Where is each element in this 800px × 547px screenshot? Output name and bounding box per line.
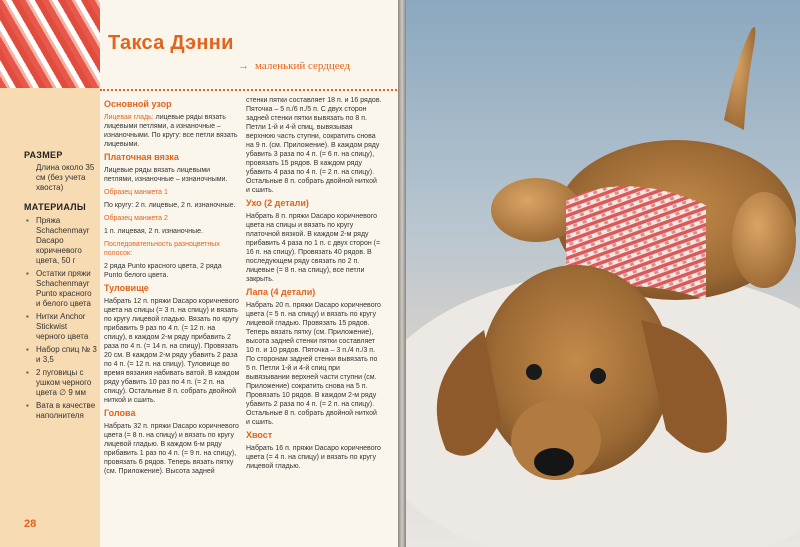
paragraph: По кругу: 2 п. лицевые, 2 п. изнаночные. xyxy=(104,202,236,209)
list-item: ▪ 2 пуговицы с ушком черного цвета ∅ 9 мм xyxy=(26,368,98,398)
size-text: Длина около 35 см (без учета хвоста) xyxy=(36,163,95,192)
dotted-divider xyxy=(100,89,400,91)
section-heading: Лапа (4 детали) xyxy=(246,287,316,297)
sub-heading: Последовательность разноцветных полосок: xyxy=(104,241,220,257)
list-item: ▪ Остатки пряжи Schachenmayr Punto красного и белого цвета xyxy=(26,269,98,309)
section-heading: Туловище xyxy=(104,283,149,293)
section-heading: Голова xyxy=(104,408,136,418)
paragraph: Набрать 16 п. пряжи Dacapo коричневого цвета (= 4 п. на спицу) и вязать по кругу лицевой гладью. xyxy=(246,445,381,470)
paragraph: стенки пятки составляет 18 п. и 16 рядов. Пяточка – 5 п./6 п./5 п. С двух сторон задней стенки пятки вывязать по 8 п. Петли 1-й и 4-й спиц, вывязывая верхнюю часть ступни, сократить снова на 9 п. (см. Приложение). В каждом ряду убавить 3 раза по 4 п. (= 6 п. на спицу), провязать 15 рядов. В каждом ряду убавить 4 раза по 4 п. (= 2 п. на спицу). Остальные 8 п. собрать двойной ниткой и сшить. xyxy=(246,97,382,194)
page-subtitle xyxy=(238,60,350,72)
paragraph xyxy=(104,113,240,149)
paragraph: Набрать 20 п. пряжи Dacapo коричневого цвета (= 5 п. на спицу) и вязать по кругу лицевой гладью. Провязать 15 рядов. Теперь вязать пятку (см. Приложение), высота задней стенки пятки составляет 10 п. и 10 рядов. Пяточка – 3 п./4 п./3 п. По сторонам задней стенки вывязать по 5 п. Петли 1-й и 4-й спиц при вывязывании верхней части ступни (см. Приложение) сократить снова на 5 п. Провязать 10 рядов. В каждом 2-м ряду убавить 2 раза по 4 п. (= 2 п. на спицу). Остальные 8 п. собрать двойной ниткой и сшить. xyxy=(246,302,381,426)
highlight-text: Лицевая гладь: xyxy=(104,114,154,121)
paragraph: 1 п. лицевая, 2 п. изнаночные. xyxy=(104,228,203,235)
left-eye xyxy=(526,364,542,380)
list-item: ▪ Вата в качестве наполнителя xyxy=(26,401,98,421)
dachshund-toy-photo xyxy=(406,0,800,547)
knit-swatch-image xyxy=(0,0,100,88)
sub-heading: Образец манжета 2 xyxy=(104,215,168,222)
paragraph: Набрать 8 п. пряжи Dacapo коричневого цвета на спицы и вязать по кругу платочной вязкой. В каждом 2-м ряду прибавить 4 раза по 1 п. с двух сторон (= 16 п. на спицу). Провязать 40 рядов. В последующем ряду связать по 2 п. лицевые (= 8 п. на спицу), все петли закрыть. xyxy=(246,213,381,283)
section-heading: Основной узор xyxy=(104,99,172,109)
section-heading: Платочная вязка xyxy=(104,152,179,162)
body-text: лицевые ряды вязать лицевыми петлями, а изнаночные – изнаночными. По кругу: все петли вязать лицевыми. xyxy=(104,114,238,148)
page-number: 28 xyxy=(24,518,37,530)
text-column-1 xyxy=(104,96,240,480)
list-item: ▪ Набор спиц № 3 и 3,5 xyxy=(26,345,98,365)
section-heading: Хвост xyxy=(246,430,273,440)
text-column-2 xyxy=(246,96,382,475)
tail xyxy=(724,27,755,130)
right-page-photo xyxy=(406,0,800,547)
page-gutter xyxy=(398,0,406,547)
paragraph: Набрать 12 п. пряжи Dacapo коричневого цвета на спицы (= 3 п. на спицу) и вязать по кругу лицевой гладью. Вязать по кругу прибавить 9 раз по 4 п. (= 12 п. на спицу), в каждом 2-м ряду прибавить 2 раза по 4 п. (= 14 п. на спицу). Провязать 20 см. В каждом 2-м ряду убавить 2 раза по 4 п. (= 12 п. на спицу). Туловище во время вязания набивать ватой. В каждом ряду убавить 10 раз по 4 п. (= 2 п. на спицу). Остальные 8 п. собрать двойной ниткой и сшить. xyxy=(104,298,240,404)
back-leg xyxy=(732,192,796,288)
nose xyxy=(534,448,574,476)
section-heading: Ухо (2 детали) xyxy=(246,198,309,208)
materials-list xyxy=(26,216,98,424)
list-item: ▪ Пряжа Schachenmayr Dacapo коричневого цвета, 50 г xyxy=(26,216,98,266)
list-item: ▪ Нитки Anchor Stickwist черного цвета xyxy=(26,312,98,342)
paragraph: Набрать 32 п. пряжи Dacapo коричневого цвета (= 8 п. на спицу) и вязать по кругу лицевой гладью. В каждом 6-м ряду прибавить 1 раз по 4 п. (= 9 п. на спицу), провязать 6 рядов. Теперь вязать пятку (см. Приложение). Высота задней xyxy=(104,423,239,475)
arrow-right-icon: → xyxy=(238,60,249,72)
page-title: Такса Дэнни xyxy=(108,32,234,54)
paragraph: 2 ряда Punto красного цвета, 2 ряда Punto белого цвета. xyxy=(104,263,222,279)
size-heading: РАЗМЕР xyxy=(24,150,63,160)
right-eye xyxy=(590,368,606,384)
subtitle-text: маленький сердцеед xyxy=(255,60,350,72)
paragraph: Лицевые ряды вязать лицевыми петлями, изнаночные – изнаночными. xyxy=(104,167,228,183)
sub-heading: Образец манжета 1 xyxy=(104,189,168,196)
materials-heading: МАТЕРИАЛЫ xyxy=(24,202,86,212)
